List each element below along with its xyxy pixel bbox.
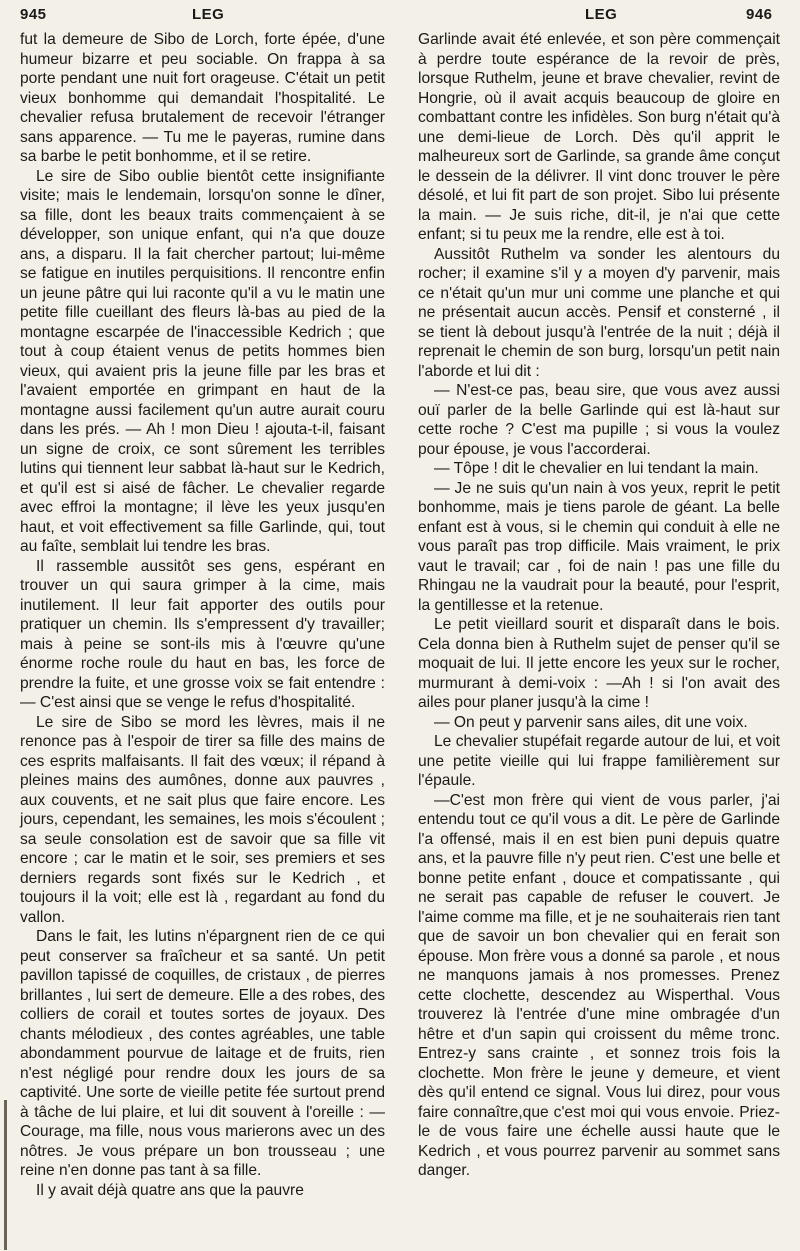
running-title-right: LEG: [585, 6, 618, 23]
paragraph: Le chevalier stupéfait regarde autour de lui, et voit une petite vieille qui lui frappe familièrement sur l'épaule.: [418, 733, 780, 789]
page-number-right: 946: [746, 6, 773, 23]
running-title-left: LEG: [192, 6, 225, 23]
running-header: [0, 0, 800, 28]
paragraph: — On peut y parvenir sans ailes, dit une voix.: [434, 713, 748, 731]
paragraph: Il y avait déjà quatre ans que la pauvre: [36, 1181, 304, 1199]
paragraph: — N'est-ce pas, beau sire, que vous avez aussi ouï parler de la belle Garlinde qui est là-haut sur cette roche ? C'est ma pupille ; si vous la voulez pour épouse, je vous l'accorderai.: [418, 382, 780, 458]
left-column: [20, 30, 385, 1200]
paragraph: — Tôpe ! dit le chevalier en lui tendant la main.: [434, 460, 759, 477]
paragraph: Il rassemble aussitôt ses gens, espérant en trouver un qui saura grimper à la cime, mais inutilement. Il leur fait apporter des outils pour pratiquer un chemin. Ils s'empressent d'y travailler; mais à peine se sont-ils mis à l'œuvre qu'une énorme roche roule du haut en bas, les force de prendre la fuite, et une grosse voix se fait entendre : — C'est ainsi que se venge le refus d'hospitalité.: [20, 557, 385, 711]
paragraph: Le petit vieillard sourit et disparaît dans le bois. Cela donna bien à Ruthelm sujet de penser qu'il se moquait de lui. Il jette encore les yeux sur le rocher, murmurant à demi-voix : —Ah ! si l'on avait des ailes pour planer jusqu'à la cime !: [418, 616, 780, 711]
right-column: [418, 30, 780, 1181]
paragraph: —C'est mon frère qui vient de vous parler, j'ai entendu tout ce qu'il vous a dit. Le père de Garlinde l'a offensé, mais il en est bien puni depuis quatre ans, et la pauvre fille n'y peut rien. C'est une belle et bonne petite enfant , douce et compatissante , qui ne serait pas capable de refuser le couvert. Je l'aime comme ma fille, et je ne souhaiterais rien tant que de savoir un bon chevalier qui en ferait son épouse. Mon frère vous a donné sa parole , et nous ne manquons jamais à nos promesses. Prenez cette clochette, descendez au Wisperthal. Vous trouverez là l'entrée d'une mine ombragée d'un hêtre et d'un sapin qui croissent du même tronc. Entrez-y sans crainte , et sonnez trois fois la clochette. Mon frère le jeune y demeure, et vient dès qu'il entend ce signal. Vous lui direz, pour vous faire connaître,que c'est moi qui vous envoie. Priez-le de vous faire une échelle aussi haute que le Kedrich , et vous pourrez parvenir au sommet sans danger.: [418, 791, 780, 1179]
paragraph: fut la demeure de Sibo de Lorch, forte épée, d'une humeur bizarre et peu sociable. On frappa à sa porte pendant une nuit fort orageuse. C'était un petit vieux bonhomme qui demandait l'hospitalité. Le chevalier refusa brutalement de recevoir l'étranger sans apparence. — Tu me le payeras, rumine dans sa barbe le petit bonhomme, et il se retire.: [20, 31, 385, 165]
paragraph: Dans le fait, les lutins n'épargnent rien de ce qui peut conserver sa fraîcheur et sa santé. Un petit pavillon tapissé de coquilles, de cristaux , de pierres brillantes , lui sert de demeure. Elle a des robes, des colliers de corail et toutes sortes de joyaux. Des chants mélodieux , des contes agréables, une table abondamment pourvue de laitage et de fruits, rien n'est négligé pour rendre doux les jours de sa captivité. Une sorte de vieille petite fée surtout prend à tâche de lui plaire, et lui dit souvent à l'oreille : — Courage, ma fille, nous vous marierons avec un des nôtres. Je vous prépare un bon trousseau ; une reine n'en donne pas tant à sa fille.: [20, 928, 385, 1179]
paragraph: — Je ne suis qu'un nain à vos yeux, reprit le petit bonhomme, mais je tiens parole de géant. La belle enfant est à vous, si le chemin qui conduit à elle ne vous paraît pas trop difficile. Mais vraiment, le prix vaut le travail; car , foi de nain ! pas une fille du Rhingau ne la vaudrait pour la beauté, pour l'esprit, la gentillesse et la retenue.: [418, 479, 780, 614]
paragraph: Aussitôt Ruthelm va sonder les alentours du rocher; il examine s'il y a moyen d'y parvenir, mais ce n'était qu'un mur uni comme une planche et qui ne présentait aucun accès. Pensif et consterné , il se tient là debout jusqu'à l'entrée de la nuit ; déjà il reprenait le chemin de son burg, lorsqu'un petit nain l'aborde et lui dit :: [418, 245, 780, 380]
paragraph: Le sire de Sibo oublie bientôt cette insignifiante visite; mais le lendemain, lorsqu'on sonne le dîner, sa fille, dont les beaux traits commençaient à se développer, son unique enfant, qui n'a que douze ans, a disparu. Il la fait chercher partout; lui-même se fatigue en inutiles perquisitions. Il rencontre enfin un jeune pâtre qui lui raconte qu'il a vu le matin une petite fille cueillant des fleurs là-bas au pied de la montagne escarpée de l'inaccessible Kedrich ; que tout à coup étaient venus de petits hommes bien vieux, qui avaient pris la jeune fille par les bras et l'avaient emportée en grimpant en haut de la montagne aussi facilement qu'un autre aurait couru dans les prés. — Ah ! mon Dieu ! ajouta-t-il, faisant un signe de croix, ce sont sûrement les terribles lutins qui tiennent leur sabbat là-haut sur le Kedrich, et qu'il est si aisé de fâcher. Le chevalier regarde avec effroi la montagne; il lève les yeux jusqu'en haut, et voit effectivement sa fille Garlinde, qui, tout au faîte, semblait lui tendre les bras.: [20, 167, 385, 555]
page-number-left: 945: [20, 6, 47, 23]
page-edge-mark: [4, 1100, 7, 1250]
paragraph: Le sire de Sibo se mord les lèvres, mais il ne renonce pas à l'espoir de tirer sa fille des mains de ces esprits malfaisants. Il fait des vœux; il répand à pleines mains des aumônes, donne aux pauvres , aux couvents, et ne sait plus que faire encore. Les jours, cependant, les semaines, les mois s'écoulent ; sa seule consolation est de savoir que sa fille vit encore ; car le matin et le soir, ses premiers et ses derniers regards sont fixés sur le Kedrich , et toujours il la voit; elle est là , regardant au fond du vallon.: [20, 713, 385, 926]
paragraph: Garlinde avait été enlevée, et son père commençait à perdre toute espérance de la revoir de près, lorsque Ruthelm, jeune et brave chevalier, revint de Hongrie, où il avait acquis beaucoup de gloire en combattant contre les infidèles. Son burg n'était qu'à une demi-lieue de Lorch. Dès qu'il apprit le malheureux sort de Garlinde, sa grande âme conçut le dessein de la délivrer. Il vint donc trouver le père désolé, et lui fit part de son projet. Sibo lui présente la main. — Je suis riche, dit-il, je n'ai que cette enfant; si tu peux me la rendre, elle est à toi.: [418, 31, 780, 243]
